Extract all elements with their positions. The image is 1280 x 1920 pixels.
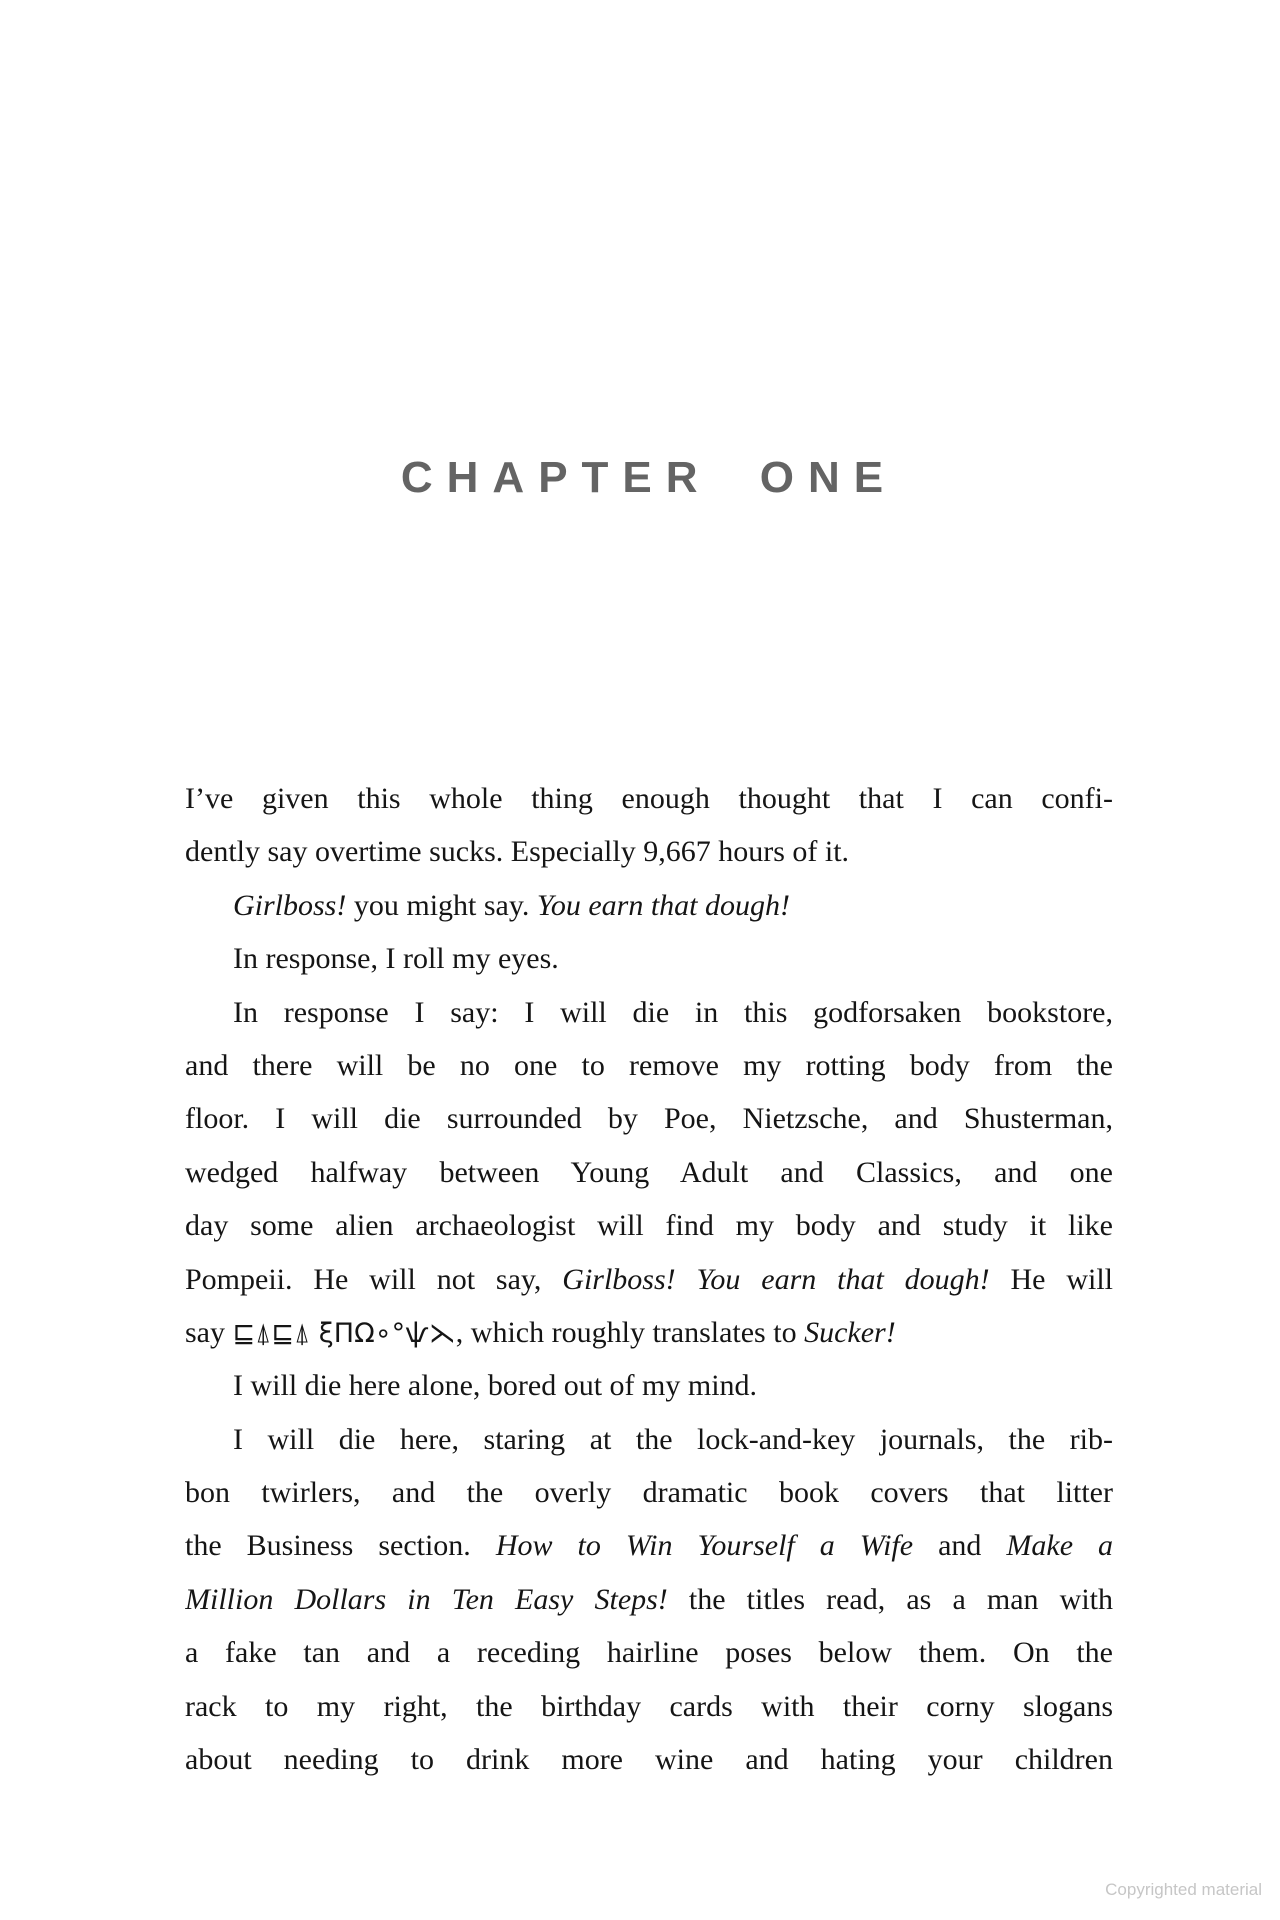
chapter-heading: CHAPTER ONE xyxy=(400,453,898,502)
body-text-segment: and there will be no one to remove my rotting body from the xyxy=(185,1048,1113,1082)
alien-glyphs: ⊑⍋⊑⍋ ξΠΩ∘°ѱ⋋ xyxy=(232,1317,456,1349)
italic-text: Girlboss! xyxy=(233,888,347,922)
text-line xyxy=(185,1573,1113,1626)
body-text-segment: a fake tan and a receding hairline poses below them. On the xyxy=(185,1636,1113,1670)
body-text-segment: the Business section. xyxy=(185,1529,496,1563)
text-line xyxy=(185,1092,1113,1145)
body-text-segment: I’ve given this whole thing enough thought that I can confi- xyxy=(185,782,1113,815)
body-text-segment: and xyxy=(913,1529,1007,1563)
text-line xyxy=(185,825,1113,878)
text-line xyxy=(185,1413,1113,1466)
italic-text: Girlboss! You earn that dough! xyxy=(562,1262,990,1296)
copyright-notice: Copyrighted material xyxy=(1105,1880,1262,1899)
text-line xyxy=(185,1306,1113,1359)
body-text-segment: In response, I roll my eyes. xyxy=(233,942,559,976)
text-line xyxy=(185,772,1113,825)
text-line xyxy=(185,986,1113,1039)
body-text-segment: bon twirlers, and the overly dramatic book covers that litter xyxy=(185,1476,1113,1510)
text-line xyxy=(185,1733,1113,1786)
italic-text: Make a xyxy=(1006,1529,1113,1563)
text-line xyxy=(185,879,1113,932)
body-text-segment: dently say overtime sucks. Especially 9,667 hours of it. xyxy=(185,835,850,869)
text-line xyxy=(185,1039,1113,1092)
body-text-segment: , which roughly translates to xyxy=(455,1315,805,1349)
body-text-segment: about needing to drink more wine and hating your children xyxy=(185,1743,1113,1777)
italic-text: How to Win Yourself a Wife xyxy=(495,1529,914,1563)
text-line xyxy=(185,1680,1113,1733)
italic-text: You earn that dough! xyxy=(536,888,790,922)
body-text-segment: floor. I will die surrounded by Poe, Nietzsche, and Shusterman, xyxy=(185,1102,1113,1136)
body-text-segment: say xyxy=(185,1315,233,1349)
text-line xyxy=(185,1199,1113,1252)
body-text-segment: Pompeii. He will not say, xyxy=(185,1262,563,1296)
text-line xyxy=(185,1626,1113,1679)
italic-text: Sucker! xyxy=(804,1315,896,1349)
body-text-segment: In response I say: I will die in this godforsaken bookstore, xyxy=(233,995,1113,1029)
body-text-segment: wedged halfway between Young Adult and Classics, and one xyxy=(185,1155,1113,1189)
text-line xyxy=(185,1253,1113,1306)
text-line xyxy=(185,1466,1113,1519)
body-text-segment: the titles read, as a man with xyxy=(667,1582,1113,1616)
body-text xyxy=(185,772,1113,1786)
body-text-segment: you might say. xyxy=(346,888,537,922)
body-text-segment: He will xyxy=(989,1262,1113,1296)
text-line xyxy=(185,932,1113,985)
italic-text: Million Dollars in Ten Easy Steps! xyxy=(185,1582,668,1616)
body-text-segment: rack to my right, the birthday cards with their corny slogans xyxy=(185,1689,1113,1723)
text-line xyxy=(185,1146,1113,1199)
body-text-segment: I will die here, staring at the lock-and-key journals, the rib- xyxy=(233,1422,1113,1456)
body-text-segment: I will die here alone, bored out of my mind. xyxy=(233,1369,758,1403)
text-line xyxy=(185,1359,1113,1412)
body-text-segment: day some alien archaeologist will find my body and study it like xyxy=(185,1209,1113,1243)
text-line xyxy=(185,1519,1113,1572)
